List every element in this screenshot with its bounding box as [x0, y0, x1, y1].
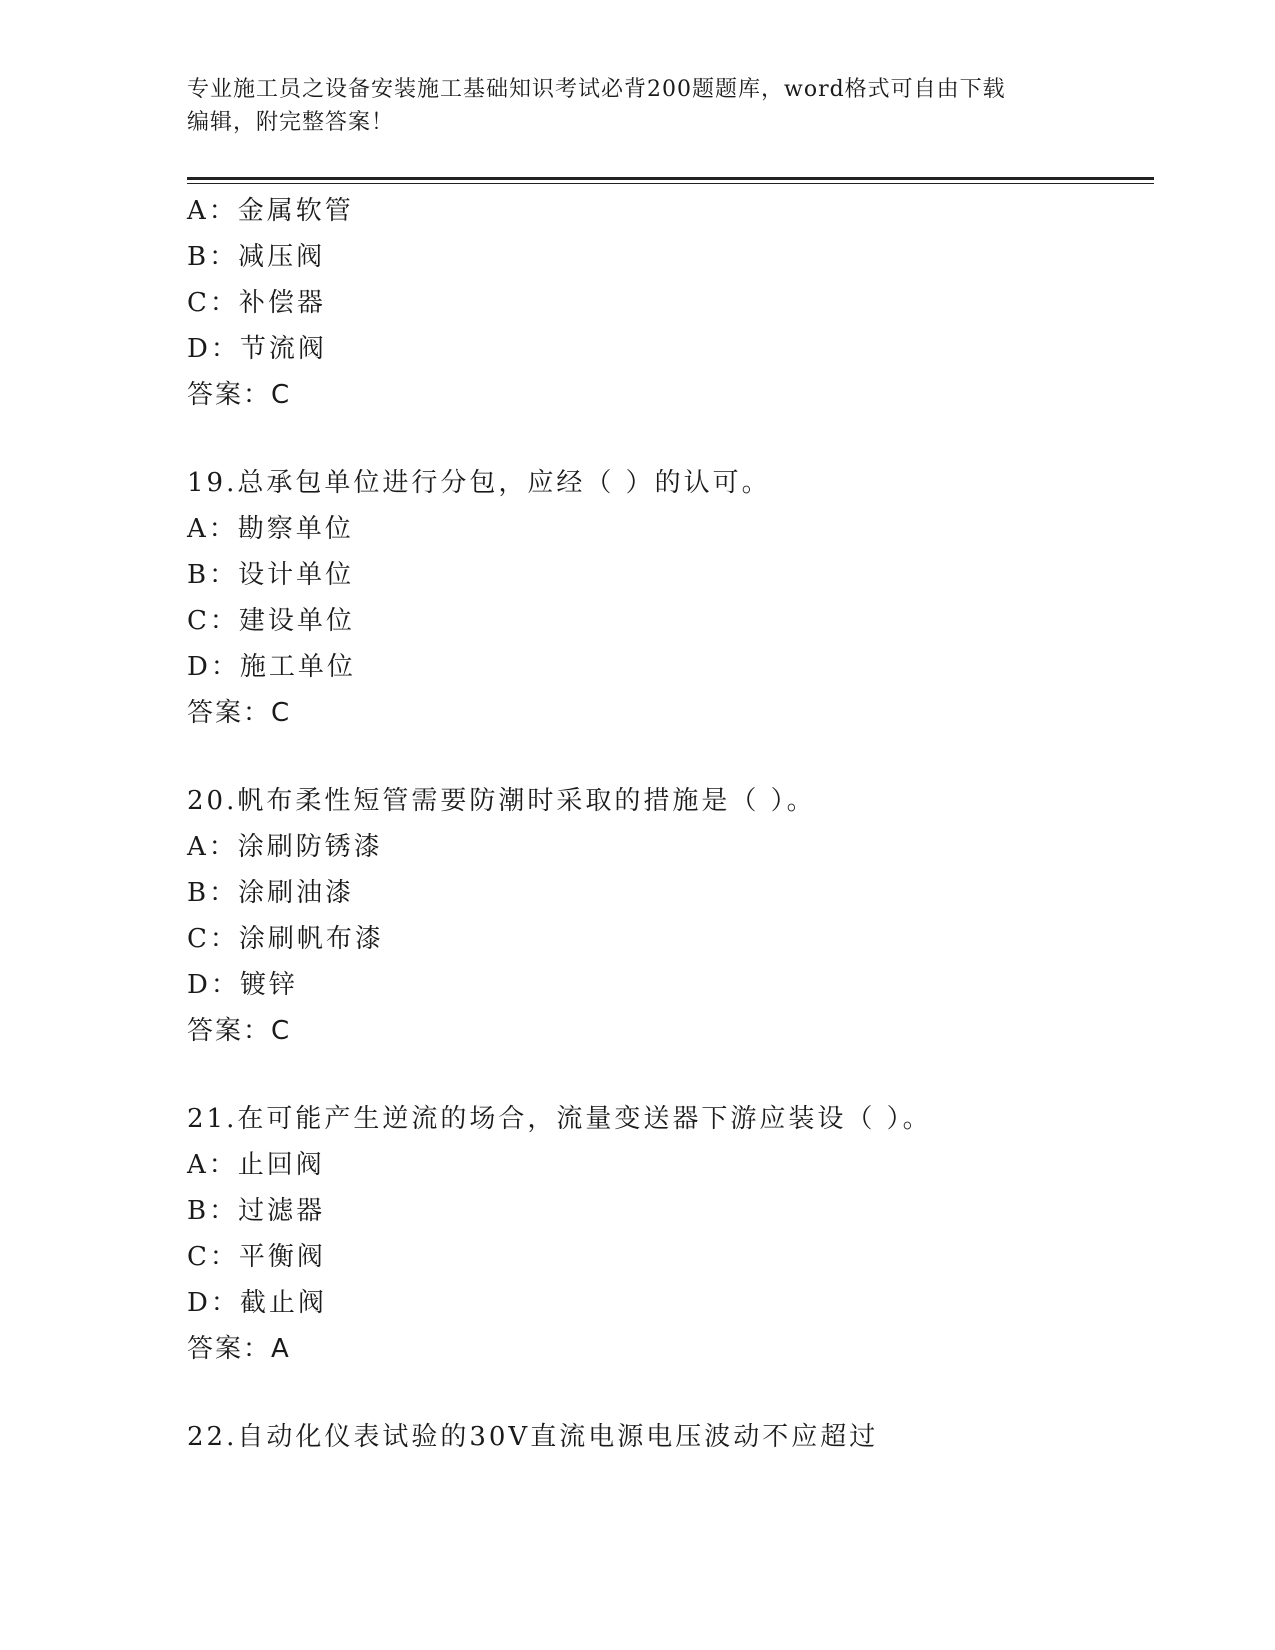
option-d: D：施工单位: [187, 652, 356, 682]
question-20: [187, 778, 1154, 1054]
question-stem: 21.在可能产生逆流的场合，流量变送器下游应装设（ ）。: [187, 1104, 932, 1134]
answer-line: 答案：C: [187, 1016, 292, 1046]
document-header: [187, 73, 1087, 139]
option-a: A：止回阀: [187, 1150, 325, 1180]
option-b: B：过滤器: [187, 1196, 326, 1226]
option-d: D：截止阀: [187, 1288, 327, 1318]
answer-line: 答案：C: [187, 380, 292, 410]
question-stem: 22.自动化仪表试验的30V直流电源电压波动不应超过: [187, 1422, 879, 1452]
option-c: C：补偿器: [187, 288, 326, 318]
question-stem: 19.总承包单位进行分包，应经（ ）的认可。: [187, 468, 771, 498]
answer-line: 答案：A: [187, 1334, 291, 1364]
question-list: [187, 188, 1154, 1460]
option-b: B：涂刷油漆: [187, 878, 355, 908]
question-21: [187, 1096, 1154, 1372]
option-b: B：设计单位: [187, 560, 355, 590]
option-c: C：建设单位: [187, 606, 355, 636]
header-rule-thin: [187, 183, 1154, 184]
header-line-2: 编辑，附完整答案！: [187, 110, 395, 135]
answer-line: 答案：C: [187, 698, 292, 728]
option-b: B：减压阀: [187, 242, 326, 272]
question-18-continued: [187, 188, 1154, 418]
option-a: A：金属软管: [187, 196, 354, 226]
option-a: A：涂刷防锈漆: [187, 832, 383, 862]
header-line-1: 专业施工员之设备安装施工基础知识考试必背200题题库，word格式可自由下载: [187, 77, 1006, 102]
question-22: [187, 1414, 1154, 1460]
option-d: D：节流阀: [187, 334, 327, 364]
option-c: C：涂刷帆布漆: [187, 924, 384, 954]
question-stem: 20.帆布柔性短管需要防潮时采取的措施是（ ）。: [187, 786, 816, 816]
header-rule-thick: [187, 177, 1154, 180]
question-19: [187, 460, 1154, 736]
option-a: A：勘察单位: [187, 514, 354, 544]
option-d: D：镀锌: [187, 970, 298, 1000]
option-c: C：平衡阀: [187, 1242, 326, 1272]
